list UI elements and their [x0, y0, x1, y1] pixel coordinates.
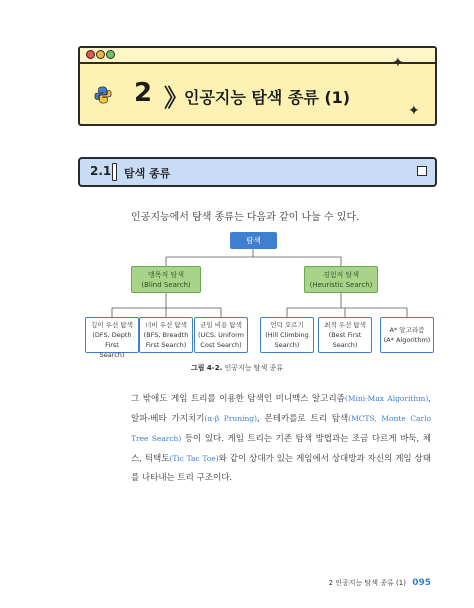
- leaf-label: Search): [332, 341, 358, 349]
- para-term: (Mini-Max Algorithm): [344, 394, 429, 403]
- leaf-label: (DFS, Depth First: [92, 331, 132, 349]
- leaf-node-bfs: [139, 317, 193, 353]
- node-label-en: (Heuristic Search): [309, 281, 373, 289]
- sparkle-icon: ✦: [408, 103, 420, 119]
- leaf-label: 너비 우선 탐색: [145, 321, 187, 329]
- figure-caption-text: 인공지능 탐색 종류: [224, 364, 284, 372]
- leaf-label: First Search): [145, 341, 187, 349]
- tree-root-node: 탐색: [230, 232, 277, 249]
- leaf-label: Search): [274, 341, 300, 349]
- para-term: (Tic Tac Toe): [169, 454, 219, 463]
- leaf-node-hill-climbing: [260, 317, 314, 353]
- para-term: (MCTS, Monte Carlo Tree Search): [131, 414, 432, 443]
- leaf-label: 균일 비용 탐색: [200, 321, 242, 329]
- para-text: , 몬테카를로 트리 탐색: [257, 414, 349, 424]
- leaf-label: Cost Search): [200, 341, 242, 349]
- leaf-label: 최적 우선 탐색: [324, 321, 366, 329]
- para-text: 와 같이 상대가 있는 게임에서 상대방과 자신의 게임 상태를 나타내는 트리 구조이다.: [131, 454, 431, 483]
- para-text: 그 밖에도 게임 트리를 이용한 탐색인 미니맥스 알고리즘: [131, 394, 345, 404]
- figure-caption: [0, 363, 474, 373]
- figure-caption-label: 그림 4-2.: [190, 364, 223, 372]
- leaf-label: Search): [99, 351, 125, 359]
- leaf-node-a-star: [380, 317, 434, 353]
- intro-text: 인공지능에서 탐색 종류는 다음과 같이 나눌 수 있다.: [131, 212, 360, 223]
- node-label: 경험적 탐색: [322, 271, 360, 279]
- leaf-label: A* 알고리즘: [389, 326, 425, 334]
- para-text: , 알파-베타 가지치기: [131, 394, 431, 424]
- leaf-node-best-first: [318, 317, 372, 353]
- leaf-label: (UCS, Uniform: [198, 331, 244, 339]
- leaf-label: 언덕 오르기: [270, 321, 304, 329]
- leaf-label: (Hill Climbing: [265, 331, 309, 339]
- node-label-en: (Blind Search): [141, 281, 191, 289]
- chapter-chevron-icon: 》: [164, 84, 188, 112]
- footer-chapter: 2 인공지능 탐색 종류 (1): [328, 579, 406, 587]
- leaf-node-ucs: [194, 317, 248, 353]
- page-footer: [329, 578, 431, 588]
- section-number: 2.1: [90, 164, 112, 178]
- page-number: 095: [412, 578, 431, 588]
- leaf-label: (A* Algorithm): [383, 336, 431, 344]
- node-label: 맹목적 탐색: [147, 271, 185, 279]
- para-text: 등이 있다. 게임 트리는 기존 탐색 방법과는 조금 다르게 바둑, 체스, 틱택토: [131, 434, 431, 464]
- para-term: (α-β Pruning): [204, 414, 258, 423]
- blind-search-node: [131, 266, 201, 293]
- body-paragraph: [131, 389, 431, 488]
- leaf-label: 깊이 우선 탐색: [91, 321, 133, 329]
- heuristic-search-node: [304, 266, 378, 293]
- leaf-label: (Best First: [328, 331, 362, 339]
- sparkle-icon: ✦: [392, 55, 404, 71]
- section-title: 탐색 종류: [124, 167, 171, 180]
- leaf-node-dfs: [85, 317, 139, 359]
- chapter-title: 인공지능 탐색 종류 (1): [184, 88, 351, 107]
- leaf-label: (BFS, Breadth: [143, 331, 189, 339]
- chapter-number: 2: [134, 78, 153, 108]
